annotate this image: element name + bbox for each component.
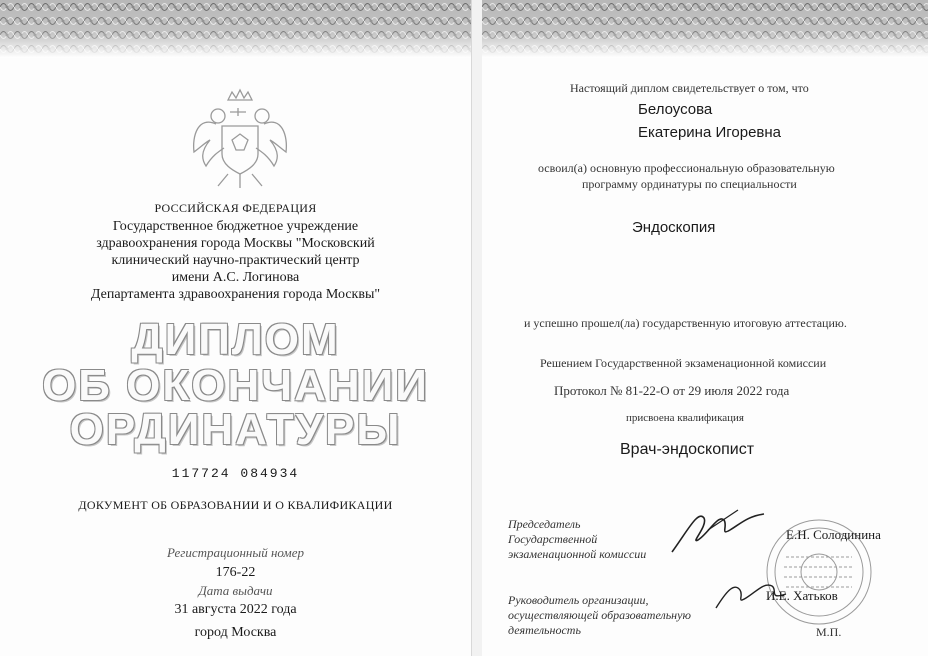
registration-label: Регистрационный номер bbox=[167, 545, 304, 560]
intro-text: Настоящий диплом свидетельствует о том, что bbox=[570, 81, 809, 95]
org-line-2: здравоохранения города Москвы "Московский bbox=[96, 236, 375, 251]
chair-position-line-3: экзаменационной комиссии bbox=[508, 547, 647, 561]
coat-of-arms-icon bbox=[188, 86, 292, 192]
country-name: РОССИЙСКАЯ ФЕДЕРАЦИЯ bbox=[154, 201, 317, 215]
diploma-title-line-3: ОРДИНАТУРЫ bbox=[69, 405, 402, 454]
registration-number: 176-22 bbox=[215, 565, 256, 580]
head-name: И.Е. Хатьков bbox=[766, 588, 838, 603]
issue-date-label: Дата выдачи bbox=[198, 583, 273, 598]
head-position-line-3: деятельность bbox=[508, 623, 581, 637]
stamp-place-label: М.П. bbox=[816, 625, 842, 639]
protocol: Протокол № 81-22-О от 29 июля 2022 года bbox=[554, 383, 790, 398]
qualification-label: присвоена квалификация bbox=[626, 412, 744, 424]
serial-number: 117724 084934 bbox=[171, 466, 300, 481]
org-line-1: Государственное бюджетное учреждение bbox=[112, 219, 359, 234]
chair-position-line-1: Председатель bbox=[508, 517, 581, 531]
security-pattern-band bbox=[482, 0, 928, 58]
program-line-2: программу ординатуры по специальности bbox=[582, 177, 797, 191]
attestation-text: и успешно прошел(ла) государственную итоговую аттестацию. bbox=[524, 316, 847, 330]
head-position bbox=[508, 593, 691, 638]
diploma-right-page bbox=[482, 0, 928, 656]
specialty: Эндоскопия bbox=[632, 219, 716, 236]
diploma-title-line-2: ОБ ОКОНЧАНИИ bbox=[42, 361, 429, 410]
program-line-1: освоил(а) основную профессиональную образовательную bbox=[538, 161, 835, 175]
holder-surname: Белоусова bbox=[638, 101, 713, 118]
issue-city: город Москва bbox=[194, 625, 277, 640]
chair-position-line-2: Государственной bbox=[508, 532, 598, 546]
org-line-5: Департамента здравоохранения города Москвы" bbox=[90, 287, 381, 302]
head-position-line-1: Руководитель организации, bbox=[508, 593, 649, 607]
chair-name: Е.Н. Солодинина bbox=[786, 527, 881, 542]
org-line-3: клинический научно-практический центр bbox=[111, 253, 360, 268]
chair-position bbox=[508, 517, 646, 562]
holder-given-names: Екатерина Игоревна bbox=[638, 124, 782, 141]
org-line-4: имени А.С. Логинова bbox=[171, 270, 300, 285]
commission-decision: Решением Государственной экзаменационной комиссии bbox=[540, 356, 827, 370]
chair-signature bbox=[668, 500, 778, 560]
issue-date: 31 августа 2022 года bbox=[174, 602, 297, 617]
qualification: Врач-эндоскопист bbox=[620, 441, 755, 458]
document-type: ДОКУМЕНТ ОБ ОБРАЗОВАНИИ И О КВАЛИФИКАЦИИ bbox=[78, 498, 393, 512]
security-pattern-band bbox=[0, 0, 471, 58]
diploma-title-line-1: ДИПЛОМ bbox=[131, 315, 340, 364]
head-position-line-2: осуществляющей образовательную bbox=[508, 608, 691, 622]
